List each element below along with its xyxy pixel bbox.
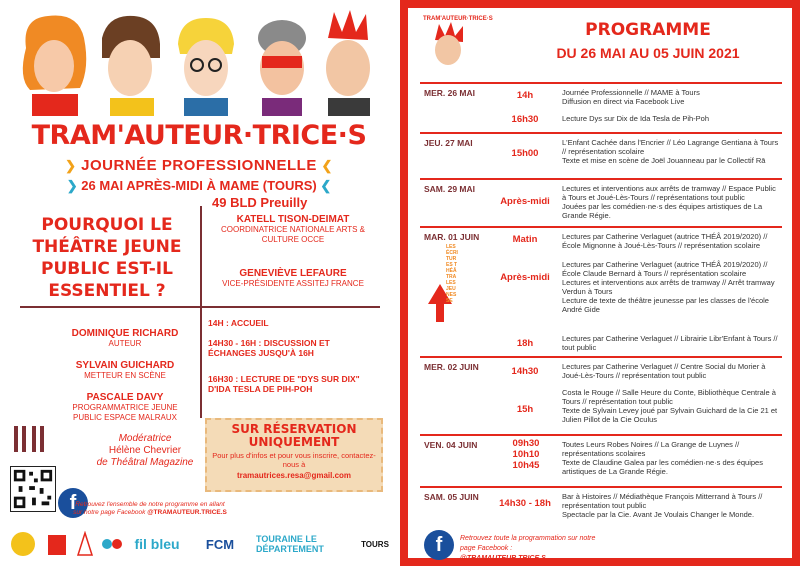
row-hour: 14h30 - 18h bbox=[499, 498, 551, 509]
row-desc bbox=[562, 492, 780, 519]
facebook-icon[interactable]: f bbox=[424, 530, 454, 560]
row-desc bbox=[562, 114, 780, 123]
speaker-role: PROGRAMMATRICE JEUNE PUBLIC ESPACE MALRAUX bbox=[72, 403, 178, 422]
desc-line: Jouées par les comédien·ne·s des équipes artistiques de La Grande Régie. bbox=[562, 202, 763, 220]
desc-line: Lectures par Catherine Verlaguet // Centre Social du Morier à Joué-Lès-Tours // représentation tout public bbox=[562, 362, 766, 380]
desc-line: Texte et mise en scène de Joël Jouanneau par le Collectif Rā bbox=[562, 156, 766, 165]
face-illustration bbox=[178, 18, 234, 116]
sponsor-logo bbox=[44, 530, 70, 558]
schedule-item: 14H30 - 16H : DISCUSSION ET ÉCHANGES JUSQU'À 16H bbox=[208, 338, 330, 358]
reservation-box bbox=[205, 418, 383, 492]
facebook-text: Retrouvez toute la programmation sur notre page Facebook : bbox=[460, 535, 596, 552]
row-day: MER. 02 JUIN bbox=[424, 362, 479, 372]
desc-line: Lecture de texte de théâtre jeunesse par les classes de l'école André Gide bbox=[562, 296, 769, 314]
programme-row bbox=[420, 82, 782, 132]
subtitle-text: JOURNÉE PROFESSIONNELLE bbox=[81, 157, 317, 174]
row-day: SAM. 05 JUIN bbox=[424, 492, 479, 502]
speaker-role: VICE-PRÉSIDENTE ASSITEJ FRANCE bbox=[222, 279, 364, 288]
moderator-label: Modératrice bbox=[118, 433, 172, 444]
desc-line: Texte de Sylvain Levey joué par Sylvain Guichard de la Cie 21 et Julien Pillot de la Cie Oculus bbox=[562, 406, 778, 424]
row-day: MER. 26 MAI bbox=[424, 88, 476, 98]
speaker-role: METTEUR EN SCÈNE bbox=[84, 371, 166, 380]
row-hour: 18h bbox=[516, 338, 534, 349]
filbleu-logo: fil bleu bbox=[134, 536, 180, 552]
desc-line: Lectures par Catherine Verlaguet (autrice THÉÂ 2019/2020) // École Mignonne à Joué-Lès-Tours // représentation scolaire bbox=[562, 232, 768, 250]
row-hour: Après-midi bbox=[500, 272, 550, 283]
desc-line: Journée Professionnelle // MAME à Tours bbox=[562, 88, 700, 97]
chevron-left-icon: ❮ bbox=[321, 158, 333, 173]
reservation-title: SUR RÉSERVATION UNIQUEMENT bbox=[231, 422, 357, 449]
speaker-card bbox=[205, 214, 381, 245]
row-desc bbox=[562, 184, 780, 220]
speaker-card bbox=[60, 392, 190, 423]
face-illustration bbox=[23, 15, 86, 116]
row-desc bbox=[562, 232, 780, 250]
speaker-name: KATELL TISON-DEIMAT bbox=[236, 214, 350, 225]
row-desc bbox=[562, 334, 780, 352]
desc-line: Texte de Claudine Galea par les comédien·ne·s des équipes artistiques de La Grande Régie. bbox=[562, 458, 763, 476]
desc-line: Lectures par Catherine Verlaguet // Librairie Libr'Enfant à Tours // tout public bbox=[562, 334, 778, 352]
row-desc bbox=[562, 388, 780, 424]
facebook-icon[interactable]: f bbox=[58, 488, 88, 518]
mini-face-icon bbox=[423, 22, 473, 70]
fcm-logo: FCM bbox=[205, 536, 235, 552]
mini-logo-title: TRAM'AUTEUR·TRICE·S bbox=[423, 16, 493, 22]
tours-logo: TOURS bbox=[361, 539, 389, 549]
speaker-card bbox=[60, 328, 190, 349]
row-hour: 16h30 bbox=[511, 114, 539, 125]
facebook-handle[interactable]: @TRAMAUTEUR.TRICE.S bbox=[460, 555, 546, 562]
row-day: MAR. 01 JUIN bbox=[424, 232, 480, 242]
speaker-role: AUTEUR bbox=[108, 339, 142, 348]
sponsor-logo bbox=[74, 530, 96, 558]
programme-row bbox=[420, 434, 782, 486]
programme-title: PROGRAMME bbox=[585, 20, 711, 40]
left-page bbox=[0, 0, 398, 566]
row-hour: 14h bbox=[516, 90, 534, 101]
face-illustration bbox=[326, 10, 370, 116]
desc-line: Lectures et interventions aux arrêts de tramway // Arrêt tramway Verdun à Tours bbox=[562, 278, 775, 296]
chevron-right-icon: ❯ bbox=[66, 178, 78, 193]
moderator-block bbox=[80, 433, 210, 469]
speaker-name: GENEVIÈVE LEFAURE bbox=[239, 268, 347, 279]
row-desc bbox=[562, 260, 780, 314]
sponsor-logos bbox=[0, 524, 398, 566]
chevron-left-icon: ❮ bbox=[320, 178, 332, 193]
desc-line: Costa le Rouge // Salle Heure du Conte, Bibliothèque Centrale à Tours // représentation tout public bbox=[562, 388, 776, 406]
desc-line: Lecture Dys sur Dix de Ida Tesla de Pih-Poh bbox=[562, 114, 710, 123]
speaker-role: COORDINATRICE NATIONALE ARTS & CULTURE OCCE bbox=[220, 225, 366, 244]
event-title: TRAM'AUTEUR·TRICE·S bbox=[31, 120, 367, 151]
schedule-item: 14H : ACCUEIL bbox=[208, 318, 269, 328]
row-hour: 09h30 10h10 10h45 bbox=[512, 438, 540, 471]
row-hour: Matin bbox=[512, 234, 538, 245]
divider-horizontal bbox=[20, 306, 380, 308]
theme-question: POURQUOI LE THÉÂTRE JEUNE PUBLIC EST-IL ESSENTIEL ? bbox=[32, 215, 182, 301]
programme-row bbox=[420, 356, 782, 434]
sponsor-logo bbox=[8, 530, 38, 558]
reservation-body: Pour plus d'infos et pour vous inscrire, contactez-nous à bbox=[212, 451, 376, 469]
row-day: JEU. 27 MAI bbox=[424, 138, 473, 148]
row-desc bbox=[562, 440, 780, 476]
row-hour: 15h00 bbox=[511, 148, 539, 159]
facebook-handle[interactable]: @TRAMAUTEUR.TRICE.S bbox=[147, 509, 227, 516]
festival-text: LES ÉCRITURES THÉÂTRALES JEUNESSE bbox=[446, 244, 458, 304]
row-desc bbox=[562, 88, 780, 106]
programme-row bbox=[420, 226, 782, 356]
programme-row bbox=[420, 486, 782, 522]
desc-line: Lectures par Catherine Verlaguet (autrice THÉÂ 2019/2020) // École Claude Bernard à Tours // représentation scolaire bbox=[562, 260, 768, 278]
qr-code[interactable] bbox=[10, 466, 56, 512]
facebook-link-text bbox=[460, 534, 610, 564]
schedule-item: 16H30 : LECTURE DE "DYS SUR DIX" D'IDA TESLA DE PIH-POH bbox=[208, 374, 360, 394]
speaker-name: PASCALE DAVY bbox=[86, 392, 164, 403]
row-hour: Après-midi bbox=[500, 196, 550, 207]
row-day: VEN. 04 JUIN bbox=[424, 440, 478, 450]
row-desc bbox=[562, 138, 780, 165]
chevron-right-icon: ❯ bbox=[65, 158, 77, 173]
programme-row bbox=[420, 178, 782, 226]
desc-line: Lectures et interventions aux arrêts de tramway // Espace Public à Tours et Joué-Lès-Tours // représentations tout public bbox=[562, 184, 776, 202]
speaker-name: DOMINIQUE RICHARD bbox=[71, 328, 179, 339]
desc-line: Toutes Leurs Robes Noires // La Grange de Luynes // représentations scolaires bbox=[562, 440, 740, 458]
speaker-card bbox=[205, 268, 381, 289]
desc-line: Spectacle par la Cie. Avant Je Voulais Changer le Monde. bbox=[562, 510, 755, 519]
date-text: 26 MAI APRÈS-MIDI À MAME (TOURS) bbox=[81, 178, 317, 193]
facebook-promo bbox=[70, 501, 230, 517]
mini-logo bbox=[423, 16, 493, 76]
moderator-name: Hélène Chevrier bbox=[108, 445, 182, 456]
desc-line: L'Enfant Cachée dans l'Encrier // Léo Lagrange Gentiana à Tours // représentation scolaire bbox=[562, 138, 779, 156]
row-desc bbox=[562, 362, 780, 380]
row-hour: 14h30 bbox=[511, 366, 539, 377]
desc-line: Diffusion en direct via Facebook Live bbox=[562, 97, 685, 106]
face-illustration bbox=[102, 16, 160, 116]
speaker-name: SYLVAIN GUICHARD bbox=[75, 360, 175, 371]
row-day: SAM. 29 MAI bbox=[424, 184, 476, 194]
desc-line: Bar à Histoires // Médiathèque François Mitterrand à Tours // représentation tout public bbox=[562, 492, 763, 510]
divider-vertical bbox=[200, 206, 202, 418]
speaker-card bbox=[60, 360, 190, 381]
programme-row bbox=[420, 132, 782, 178]
moderator-org: de Théâtral Magazine bbox=[96, 457, 194, 468]
touraine-logo: TOURAINE LE DÉPARTEMENT bbox=[256, 534, 324, 554]
programme-dates: DU 26 MAI AU 05 JUIN 2021 bbox=[556, 45, 740, 61]
event-date bbox=[0, 178, 398, 194]
event-address: 49 BLD Preuilly bbox=[212, 195, 308, 210]
right-page bbox=[400, 0, 800, 566]
facebook-promo-text: Retrouvez l'ensemble de notre programme en allant sur notre page Facebook bbox=[73, 501, 225, 516]
festival-logo bbox=[424, 244, 464, 354]
row-hour: 15h bbox=[516, 404, 534, 415]
reservation-email[interactable]: tramautrices.resa@gmail.com bbox=[236, 471, 352, 480]
programme-sheet bbox=[408, 8, 792, 562]
illustrated-faces bbox=[18, 8, 380, 118]
event-subtitle bbox=[0, 157, 398, 174]
sponsor-logo bbox=[98, 530, 126, 558]
face-illustration bbox=[258, 20, 306, 116]
mame-logo bbox=[12, 424, 52, 454]
